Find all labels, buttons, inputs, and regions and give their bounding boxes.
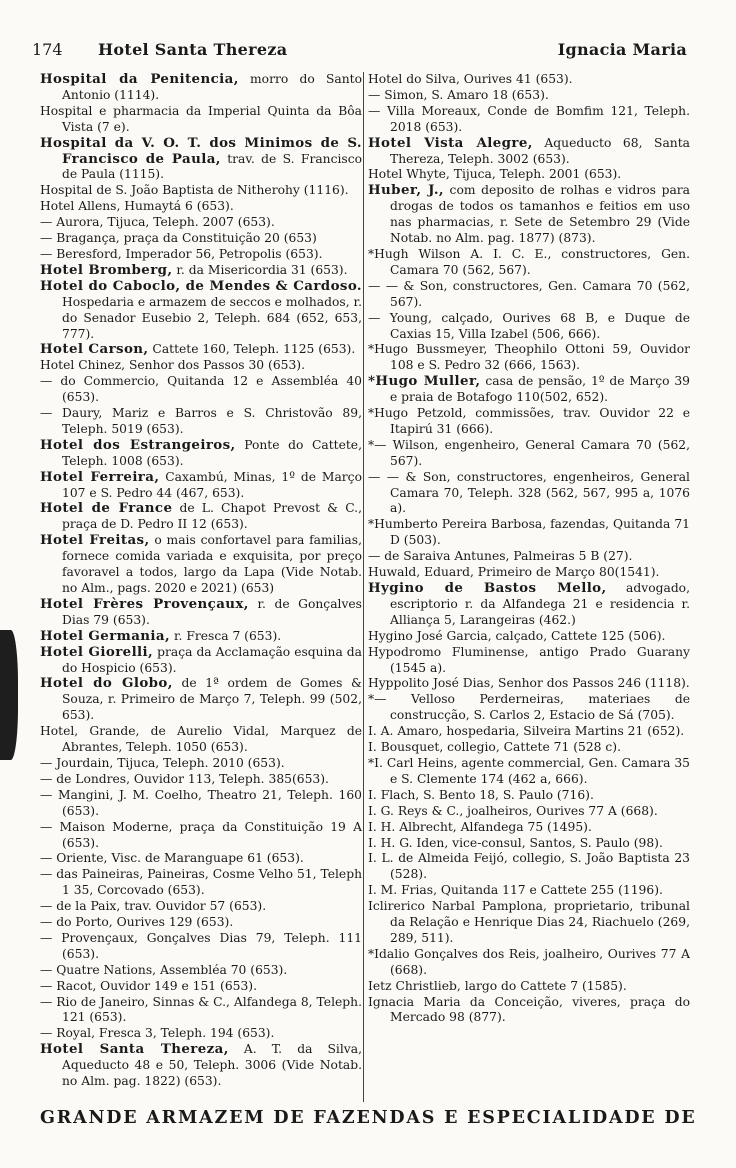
page-footer-advert: GRANDE ARMAZEM DE FAZENDAS E ESPECIALIDADE DE (40, 1108, 697, 1128)
directory-entry (40, 279, 362, 343)
entry-details: Provençaux, Gonçalves Dias 79, Teleph. 111 (653). (61, 930, 362, 961)
entry-details: Bousquet, collegio, Cattete 71 (528 c). (380, 740, 621, 755)
entry-details: de Saraiva Antunes, Palmeiras 5 B (27). (384, 549, 633, 564)
directory-entry (40, 931, 362, 963)
directory-entry (40, 963, 362, 979)
directory-entry (368, 629, 690, 645)
entry-name: *— (368, 437, 393, 452)
entry-details: r. de Gonçalves Dias 79 (653). (62, 596, 362, 627)
entry-details: do Silva, Ourives 41 (653). (406, 72, 573, 86)
directory-entry (368, 836, 690, 852)
entry-details: praça da Acclamação esquina da do Hospicio (653). (62, 644, 362, 675)
entry-name: — (40, 231, 57, 246)
entry-name: Hotel (40, 358, 79, 373)
entry-name: Hotel Freitas, (40, 532, 150, 549)
directory-entry (40, 374, 362, 406)
entry-details: Pereira Barbosa, fazendas, Quitanda 71 D (503). (390, 517, 690, 548)
directory-entry (368, 756, 690, 788)
entry-name: — (40, 819, 60, 834)
directory-entry (40, 995, 362, 1027)
entry-details: advogado, escriptorio r. da Alfandega 21 e residencia r. Alliança 5, Larangeiras (462.) (390, 581, 690, 627)
entry-details: Whyte, Tijuca, Teleph. 2001 (653). (406, 167, 622, 182)
entry-details: Amaro, hospedaria, Silveira Martins 21 (652). (397, 724, 685, 739)
entry-name: *Idalio (368, 946, 415, 961)
entry-details: de Londres, Ouvidor 113, Teleph. 385(653). (56, 771, 329, 786)
directory-entry (40, 215, 362, 231)
entry-name: Hygino (368, 628, 417, 643)
entry-details: Allens, Humaytá 6 (653). (78, 199, 234, 214)
column-divider (363, 72, 364, 1102)
directory-entry (40, 406, 362, 438)
entry-name: Hotel Frères Provençaux, (40, 595, 249, 612)
entry-details: do Commercio, Quitanda 12 e Assembléa 40 (653). (60, 374, 362, 405)
directory-entry (368, 947, 690, 979)
directory-entry (368, 136, 690, 168)
entry-name: Hotel Bromberg, (40, 261, 173, 278)
directory-entry (368, 979, 690, 995)
entry-details: Aurora, Tijuca, Teleph. 2007 (653). (56, 215, 275, 230)
entry-details: Iden, vice-consul, Santos, S. Paulo (98). (416, 835, 663, 850)
page-number: 174 (32, 40, 63, 59)
entry-details: morro do Santo Antonio (1114). (62, 72, 362, 102)
entry-details: Fluminense, antigo Prado Guarany (1545 a). (390, 644, 690, 675)
entry-name: I. (368, 740, 381, 755)
entry-details: Jourdain, Tijuca, Teleph. 2010 (653). (56, 755, 285, 770)
entry-details: Hospedaria e armazem de seccos e molhados, r. do Senador Eusebio 2, Teleph. 684 (652, 653, 777). (62, 294, 362, 341)
entry-name: I. G. (368, 803, 398, 818)
directory-entry (40, 979, 362, 995)
page-header (32, 40, 687, 64)
entry-details: Narbal Pamplona, proprietario, tribunal da Relação e Henrique Dias 24, Riachuelo (269, 289, 511). (390, 899, 690, 945)
entry-details: — & Son, constructores, Gen. Camara 70 (562, 567). (385, 278, 690, 309)
directory-entry (40, 533, 362, 597)
directory-entry (368, 183, 690, 247)
directory-entry (368, 374, 690, 406)
entry-name: Hotel Ferreira, (40, 468, 160, 485)
directory-entry (368, 88, 690, 104)
entry-name: Hospital da Penitencia, (40, 72, 239, 87)
entry-name: — (368, 87, 385, 102)
entry-name: — (40, 867, 57, 882)
entry-details: de L. Chapot Prevost & C., praça de D. Pedro II 12 (653). (62, 501, 362, 532)
entry-details: Maria da Conceição, viveres, praça do Mercado 98 (877). (390, 994, 690, 1025)
directory-entry (368, 581, 690, 629)
entry-details: Grande, de Aurelio Vidal, Marquez de Abrantes, Teleph. 1050 (653). (62, 724, 362, 755)
entry-details: das Paineiras, Paineiras, Cosme Velho 51, Teleph 1 35, Corcovado (653). (56, 867, 362, 898)
directory-entry (368, 676, 690, 692)
directory-entry (40, 263, 362, 279)
directory-entry (368, 247, 690, 279)
directory-entry (368, 899, 690, 947)
directory-entry (40, 358, 362, 374)
directory-entry (40, 756, 362, 772)
directory-entry (40, 136, 362, 184)
directory-entry (368, 883, 690, 899)
entry-details: Mangini, J. M. Coelho, Theatro 21, Teleph. 160 (653). (57, 787, 362, 818)
directory-entry (40, 867, 362, 899)
directory-entry (368, 788, 690, 804)
entry-details: do Porto, Ourives 129 (653). (56, 915, 234, 930)
directory-entry (368, 72, 690, 88)
directory-entry (368, 565, 690, 581)
entry-name: I. M. (368, 883, 402, 898)
directory-entry (40, 597, 362, 629)
entry-details: Albrecht, Alfandega 75 (1495). (399, 819, 592, 834)
entry-details: com deposito de rolhas e vidros para drogas de todos os tamanhos e feitios em uso nas pharmacias, r. Sete de Setembro 29 (Vide Notab. no Alm. pag. 1877) (873). (390, 183, 690, 246)
entry-details: Velloso Perderneiras, materiaes de construcção, S. Carlos 2, Estacio de Sá (705). (390, 692, 690, 723)
directory-entry (40, 438, 362, 470)
entry-name: Hyppolito (368, 676, 433, 691)
entry-name: — (40, 215, 57, 230)
entry-details: A. T. da Silva, Aqueducto 48 e 50, Teleph. 3006 (Vide Notab. no Alm. pag. 1822) (653). (62, 1042, 362, 1089)
entry-name: — (40, 246, 57, 261)
entry-details: Aqueducto 68, Santa Thereza, Teleph. 3002 (653). (390, 135, 690, 166)
directory-entry (368, 438, 690, 470)
entry-details: Eduard, Primeiro de Março 80(1541). (424, 565, 660, 580)
entry-details: Bussmeyer, Theophilo Ottoni 59, Ouvidor 108 e S. Pedro 32 (666, 1563). (390, 342, 690, 373)
entry-name: — (40, 374, 61, 389)
entry-details: casa de pensão, 1º de Março 39 e praia de Botafogo 110(502, 652). (390, 374, 690, 405)
directory-entry (368, 406, 690, 438)
left-column (40, 72, 362, 1102)
entry-name: Hotel do Caboclo, de Mendes & Cardoso. (40, 277, 362, 294)
directory-entry (368, 342, 690, 374)
directory-entry (368, 851, 690, 883)
entry-details: Frias, Quitanda 117 e Cattete 255 (1196). (401, 883, 663, 898)
entry-details: Simon, S. Amaro 18 (653). (384, 87, 549, 102)
entry-name: *Hugo (368, 342, 417, 357)
directory-entry (40, 199, 362, 215)
directory-entry (40, 342, 362, 358)
entry-details: de Almeida Feijó, collegio, S. João Baptista 23 (528). (390, 851, 690, 882)
entry-name: Hotel Vista Alegre, (368, 134, 533, 151)
entry-name: — (40, 978, 57, 993)
entry-details: Ponte do Cattete, Teleph. 1008 (653). (62, 437, 362, 468)
entry-details: r. da Misericordia 31 (653). (172, 262, 348, 277)
entry-name: Ignacia (368, 994, 424, 1009)
directory-entry (40, 772, 362, 788)
entry-name: — (368, 310, 390, 325)
entry-name: *Hugo Muller, (368, 373, 481, 390)
entry-name: *Hugo (368, 406, 417, 421)
entry-name: Ietz (368, 978, 396, 993)
directory-entry (368, 804, 690, 820)
entry-name: — (40, 994, 57, 1009)
entry-name: — (40, 962, 57, 977)
entry-name: Huwald, (368, 565, 425, 580)
entry-name: *Hugh (368, 246, 419, 261)
directory-entry (368, 470, 690, 518)
entry-details: Cattete 160, Teleph. 1125 (653). (148, 342, 356, 357)
directory-entry (368, 995, 690, 1027)
entry-name: — (40, 787, 58, 802)
entry-name: I. H. G. (368, 835, 417, 850)
entry-name: *— (368, 692, 411, 707)
entry-name: Hotel (40, 199, 79, 214)
entry-name: — (40, 899, 57, 914)
entry-name: — (368, 469, 387, 484)
entry-name: Hotel (368, 167, 407, 182)
entry-name: — (40, 406, 63, 421)
directory-entry (40, 231, 362, 247)
entry-details: Rio de Janeiro, Sinnas & C., Alfandega 8, Teleph. 121 (653). (56, 994, 362, 1025)
entry-name: I. (368, 787, 381, 802)
directory-entry (40, 915, 362, 931)
entry-details: de la Paix, trav. Ouvidor 57 (653). (56, 899, 267, 914)
entry-name: I. H. (368, 819, 400, 834)
entry-details: Beresford, Imperador 56, Petropolis (653). (56, 246, 323, 261)
entry-details: Young, calçado, Ourives 68 B, e Duque de Caxias 15, Villa Izabel (506, 666). (389, 310, 690, 341)
directory-entry (368, 517, 690, 549)
directory-entry (368, 549, 690, 565)
entry-name: I. A. (368, 724, 398, 739)
directory-entry (40, 470, 362, 502)
entry-name: Iclirerico (368, 899, 432, 914)
directory-entry (40, 247, 362, 263)
entry-details: José Dias, Senhor dos Passos 246 (1118). (432, 676, 690, 691)
entry-details: Chinez, Senhor dos Passos 30 (653). (78, 358, 306, 373)
directory-entry (40, 629, 362, 645)
entry-name: *Humberto (368, 517, 442, 532)
entry-name: Hospital de S. João Baptista de Nitherohy (1116). (40, 183, 349, 198)
entry-name: Huber, J., (368, 182, 444, 199)
entry-name: — (368, 103, 387, 118)
directory-entry (368, 645, 690, 677)
right-running-head: Ignacia Maria (557, 40, 687, 59)
left-running-head: Hotel Santa Thereza (98, 40, 288, 59)
entry-details: o mais confortavel para familias, fornece comida variada e exquisita, por preço favoravel a todos, largo da Lapa (Vide Notab. no Alm., pags. 2020 e 2021) (653) (62, 533, 362, 595)
right-column (368, 72, 690, 1102)
entry-name: I. L. (368, 851, 399, 866)
entry-name: — (40, 771, 57, 786)
directory-entry (368, 104, 690, 136)
entry-details: Quatre Nations, Assembléa 70 (653). (56, 962, 288, 977)
directory-entry (40, 899, 362, 915)
directory-entry (40, 788, 362, 820)
entry-details: José Garcia, calçado, Cattete 125 (506). (416, 628, 666, 643)
entry-details: Maison Moderne, praça da Constituição 19 A (653). (59, 819, 362, 850)
entry-details: Bragança, praça da Constituição 20 (653) (56, 231, 317, 246)
entry-name: Hotel Giorelli, (40, 643, 154, 660)
entry-name: Hotel Santa Thereza, (40, 1041, 229, 1058)
entry-details: Racot, Ouvidor 149 e 151 (653). (56, 978, 258, 993)
entry-name: Hotel do Globo, (40, 675, 173, 692)
entry-details: Flach, S. Bento 18, S. Paulo (716). (380, 787, 594, 802)
entry-details: Christlieb, largo do Cattete 7 (1585). (395, 978, 627, 993)
directory-entry (368, 279, 690, 311)
directory-entry (368, 740, 690, 756)
entry-name: Hotel Carson, (40, 341, 149, 358)
entry-name: Hospital e pharmacia da Imperial Quinta da Bôa Vista (7 e). (40, 103, 362, 134)
directory-entry (40, 676, 362, 724)
entry-name: Hypodromo (368, 644, 452, 659)
entry-details: Daury, Mariz e Barros e S. Christovão 89, Teleph. 5019 (653). (62, 406, 362, 436)
entry-details: Royal, Fresca 3, Teleph. 194 (653). (56, 1026, 275, 1041)
entry-name: — (40, 755, 57, 770)
entry-details: de 1ª ordem de Gomes & Souza, r. Primeiro de Março 7, Teleph. 99 (502, 653). (62, 676, 362, 723)
entry-name: Hotel (368, 72, 407, 86)
entry-details: trav. de S. Francisco de Paula (1115). (62, 151, 362, 182)
entry-details: Villa Moreaux, Conde de Bomfim 121, Teleph. 2018 (653). (387, 103, 690, 134)
entry-details: Gonçalves dos Reis, joalheiro, Ourives 77 A (668). (390, 946, 690, 977)
page-edge-stain (0, 630, 18, 760)
directory-entry (40, 724, 362, 756)
directory-entry (368, 311, 690, 343)
entry-name: — (40, 1026, 57, 1041)
directory-entry (40, 851, 362, 867)
entry-details: Caxambú, Minas, 1º de Março 107 e S. Pedro 44 (467, 653). (62, 469, 362, 500)
directory-entry (40, 72, 362, 104)
entry-name: Hotel de France (40, 500, 173, 517)
directory-entry (368, 692, 690, 724)
entry-details: Reys & C., joalheiros, Ourives 77 A (668). (397, 803, 658, 818)
directory-entry (40, 1042, 362, 1090)
entry-name: — (40, 930, 62, 945)
entry-details: Carl Heins, agente commercial, Gen. Camara 35 e S. Clemente 174 (462 a, 666). (386, 755, 690, 786)
entry-name: — (40, 851, 57, 866)
directory-entry (40, 820, 362, 852)
entry-details: r. Fresca 7 (653). (170, 628, 282, 643)
entry-name: *I. (368, 755, 387, 770)
entry-name: Hotel dos Estrangeiros, (40, 436, 236, 453)
directory-entry (368, 820, 690, 836)
entry-details: Oriente, Visc. de Maranguape 61 (653). (56, 851, 304, 866)
entry-name: — (40, 915, 57, 930)
directory-entry (368, 724, 690, 740)
directory-entry (368, 167, 690, 183)
entry-name: — (368, 278, 386, 293)
entry-name: Hygino de Bastos Mello, (368, 580, 607, 596)
entry-name: Hospital da V. O. T. dos Minimos de S. Francisco de Paula, (40, 134, 362, 167)
directory-entry (40, 501, 362, 533)
directory-entry (40, 104, 362, 136)
entry-details: Petzold, commissões, trav. Ouvidor 22 e Itapirú 31 (666). (390, 406, 690, 436)
directory-entry (40, 1026, 362, 1042)
entry-name: Hotel, (40, 724, 90, 739)
directory-entry (40, 645, 362, 677)
directory-entry (40, 183, 362, 199)
entry-details: — & Son, constructores, engenheiros, General Camara 70, Teleph. 328 (562, 567, 995 a, 1076 a). (386, 469, 690, 516)
entry-details: Wilson A. I. C. E., constructores, Gen. Camara 70 (562, 567). (390, 246, 690, 277)
entry-name: Hotel Germania, (40, 627, 171, 644)
entry-details: Wilson, engenheiro, General Camara 70 (562, 567). (390, 437, 690, 468)
entry-name: — (368, 549, 385, 564)
